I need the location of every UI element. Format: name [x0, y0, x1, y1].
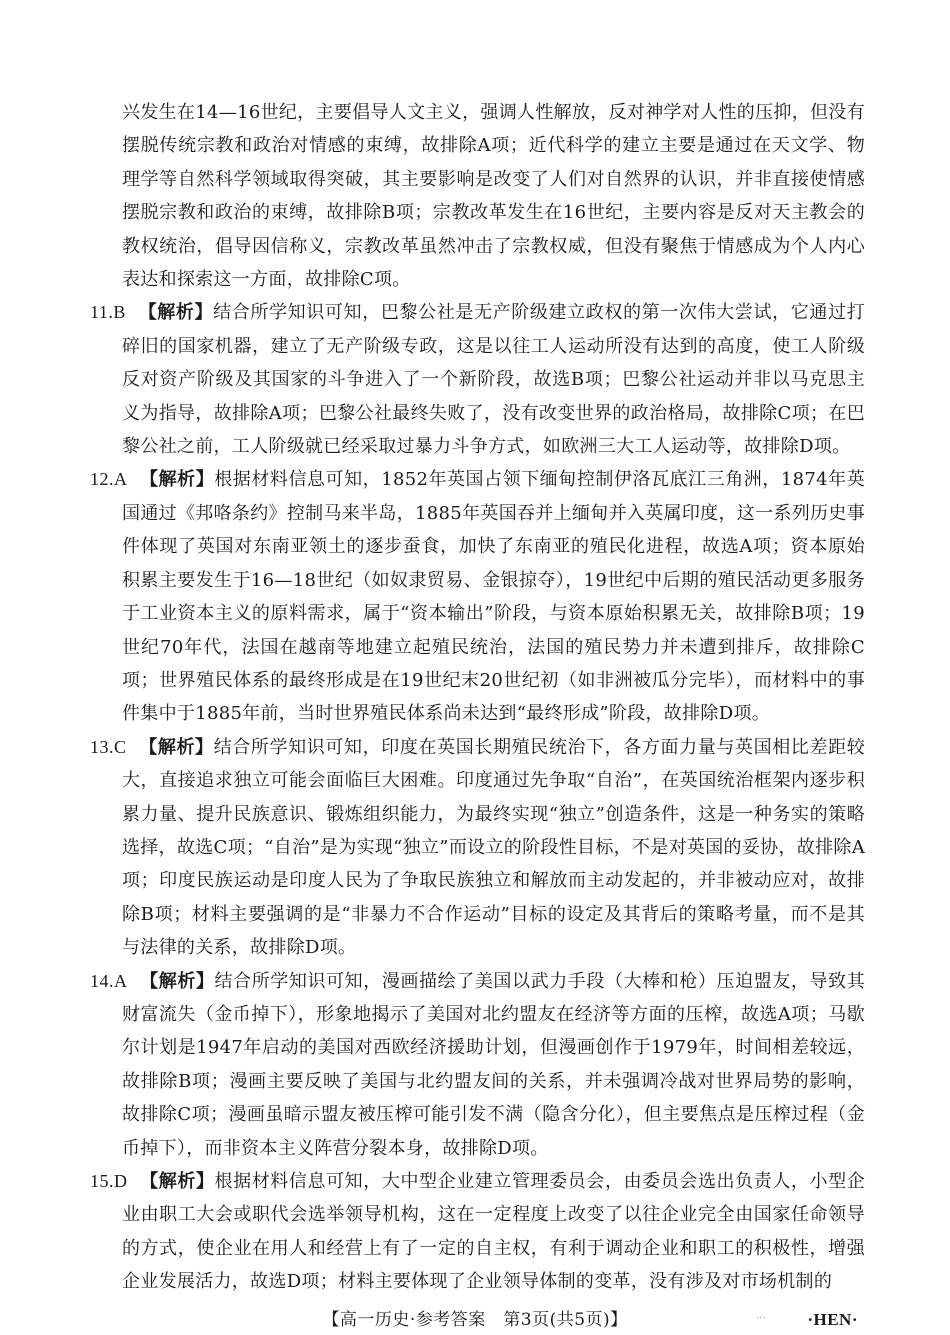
answer-text: 结合所学知识可知，巴黎公社是无产阶级建立政权的第一次伟大尝试，它通过打碎旧的国家机器，建立了无产阶级专政，这是以往工人运动所没有达到的高度，使工人阶级反对资产阶级及其国家的斗争进入了一个新阶段，故选B项；巴黎公社运动并非以马克思主义为指导，故排除A项；巴黎公社最终失败了，没有改变世界的政治格局，故排除C项；在巴黎公社之前，工人阶级就已经采取过暴力斗争方式，如欧洲三大工人运动等，故排除D项。: [122, 302, 866, 458]
answer-text: 结合所学知识可知，印度在英国长期殖民统治下，各方面力量与英国相比差距较大，直接追求独立可能会面临巨大困难。印度通过先争取“自治”，在英国统治框架内逐步积累力量、提升民族意识、锻炼组织能力，为最终实现“独立”创造条件，这是一种务实的策略选择，故选C项；“自治”是为实现“独立”而设立的阶段性目标，不是对英国的妥协，故排除A项；印度民族运动是印度人民为了争取民族独立和解放而主动发起的，并非被动应对，故排除B项；材料主要强调的是“非暴力不合作运动”目标的设定及其背后的策略考量，而不是其与法律的关系，故排除D项。: [122, 736, 866, 959]
continued-paragraph: 兴发生在14—16世纪，主要倡导人文主义，强调人性解放，反对神学对人性的压抑，但没有摆脱传统宗教和政治对情感的束缚，故排除A项；近代科学的建立主要是通过在天文学、物理学等自然科学领域取得突破，其主要影响是改变了人们对自然界的认识，并非直接使情感摆脱宗教和政治的束缚，故排除B项；宗教改革发生在16世纪，主要内容是反对天主教会的教权统治，倡导因信称义，宗教改革虽然冲击了宗教权威，但没有聚焦于情感成为个人内心表达和探索这一方面，故排除C项。: [122, 102, 865, 291]
analysis-tag: 【解析】: [140, 469, 215, 491]
answer-item-12: [90, 463, 865, 730]
answer-item-14: [90, 965, 865, 1165]
page-footer: [0, 1305, 950, 1335]
answer-number: 14.A: [90, 970, 128, 991]
footer-dots: ...: [756, 1310, 766, 1321]
answer-item-13: [90, 731, 865, 965]
analysis-tag: 【解析】: [140, 1171, 215, 1192]
answer-content: [90, 96, 865, 1299]
footer-page-info: 【高一历史·参考答案 第3页(共5页)】: [322, 1310, 628, 1330]
answer-text: 根据材料信息可知，大中型企业建立管理委员会，由委员会选出负责人，小型企业由职工大会或职代会选举领导机构，这在一定程度上改变了以往企业完全由国家任命领导的方式，使企业在用人和经营上有了一定的自主权，有利于调动企业和职工的积极性，增强企业发展活力，故选D项；材料主要体现了企业领导体制的变革，没有涉及对市场机制的: [122, 1171, 865, 1293]
analysis-tag: 【解析】: [138, 302, 214, 324]
answer-number: 12.A: [90, 469, 128, 490]
answer-number: 13.C: [90, 736, 127, 757]
answer-number: 15.D: [90, 1171, 128, 1191]
answer-item-15: [90, 1165, 865, 1299]
footer-code: ·HEN·: [807, 1310, 858, 1329]
answer-number: 11.B: [90, 302, 126, 323]
answer-text: 结合所学知识可知，漫画描绘了美国以武力手段（大棒和枪）压迫盟友，导致其财富流失（金币掉下），形象地揭示了美国对北约盟友在经济等方面的压榨，故选A项；马歇尔计划是1947年启动的美国对西欧经济援助计划，但漫画创作于1979年，时间相差较远，故排除B项；漫画主要反映了美国与北约盟友间的关系，并未强调冷战对世界局势的影响，故排除C项；漫画虽暗示盟友被压榨可能引发不满（隐含分化），但主要焦点是压榨过程（金币掉下），而非资本主义阵营分裂本身，故排除D项。: [122, 970, 865, 1159]
analysis-tag: 【解析】: [140, 970, 215, 992]
analysis-tag: 【解析】: [139, 736, 214, 758]
answer-text: 根据材料信息可知，1852年英国占领下缅甸控制伊洛瓦底江三角洲，1874年英国通过《邦咯条约》控制马来半岛，1885年英国吞并上缅甸并入英属印度，这一系列历史事件体现了英国对东南亚领土的逐步蚕食，加快了东南亚的殖民化进程，故选A项；资本原始积累主要发生于16—18世纪（如奴隶贸易、金银掠夺），19世纪中后期的殖民活动更多服务于工业资本主义的原料需求，属于“资本输出”阶段，与资本原始积累无关，故排除B项；19世纪70年代，法国在越南等地建立起殖民统治，法国的殖民势力并未遭到排斥，故排除C项；世界殖民体系的最终形成是在19世纪末20世纪初（如非洲被瓜分完毕），而材料中的事件集中于1885年前，当时世界殖民体系尚未达到“最终形成”阶段，故排除D项。: [122, 469, 866, 725]
answer-item-11: [90, 296, 865, 463]
